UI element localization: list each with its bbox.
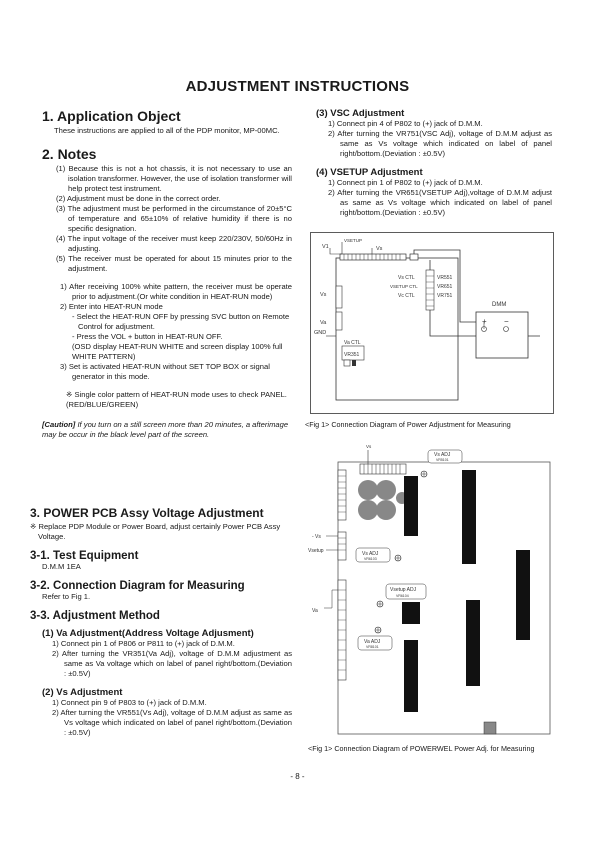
caution-text: If you turn on a still screen more than 20 minutes, a afterimage may be occur in the black level part of the screen. — [42, 420, 289, 439]
note-item-2: (2) Adjustment must be done in the correct order. — [56, 194, 221, 203]
label-dmm: DMM — [492, 302, 507, 308]
note-sub-1: 1) After receiving 100% white pattern, the receiver must be operate prior to adjustment.(Or white condition in HEAT-RUN mode) — [60, 282, 292, 301]
vsc-step-1: 1) Connect pin 4 of P802 to (+) jack of D.M.M. — [328, 119, 483, 128]
va-step-2: 2) After turning the VR351(Va Adj), voltage of D.M.M adjustment as same as Va voltage which on label of panel right/bottom.(Deviation : ±0.5V) — [52, 649, 292, 678]
figure-2-caption: <Fig 1> Connection Diagram of POWERWEL Power Adj. for Measuring — [308, 744, 535, 753]
va-adjustment-heading: (1) Va Adjustment(Address Voltage Adjusment) — [42, 628, 254, 639]
note-sub-2a: - Select the HEAT-RUN OFF by pressing SVC button on Remote Control for adjustment. — [72, 312, 290, 331]
label-vc-ctl: Vc CTL — [398, 293, 415, 299]
vsetup-step-2: 2) After turning the VR651(VSETUP Adj),voltage of D.M.M adjust as same as Vs voltage which indicated on label of panel right/bottom.(Deviation : ±0.5V) — [328, 188, 552, 217]
label-vs-top: Vs — [376, 246, 383, 252]
label-gnd: GND — [314, 330, 327, 336]
page-title: ADJUSTMENT INSTRUCTIONS — [185, 78, 410, 95]
label-fig2-vsetup-adj-vr: VR6104 — [396, 594, 409, 598]
section-3-3-heading: 3-3. Adjustment Method — [30, 610, 160, 622]
label-vr651: VR651 — [437, 284, 453, 290]
page-number: - 8 - — [290, 772, 305, 781]
note-item-5: (5) The receiver must be operated for about 15 minutes prior to the adjustment. — [56, 254, 292, 273]
figure-2-diagram — [306, 440, 554, 738]
label-va-ctl: Va CTL — [344, 340, 361, 346]
note-sub-2: 2) Enter into HEAT-RUN mode — [60, 302, 163, 311]
label-vr351: VR351 — [344, 352, 360, 358]
label-va-left: Va — [320, 320, 327, 326]
label-vsetup-top: VSETUP — [344, 238, 363, 243]
section-3-note: ※ Replace PDP Module or Power Board, adjust certainly Power PCB Assy Voltage. — [30, 522, 281, 541]
section-1-heading: 1. Application Object — [42, 108, 181, 124]
left-column-lower — [30, 506, 292, 738]
note-item-4: (4) The input voltage of the receiver must keep 220/230V, 50/60Hz in adjusting. — [56, 234, 292, 253]
label-fig2-vs-adj-vr: VR5101 — [436, 458, 449, 462]
label-fig2-va: Va — [312, 608, 318, 614]
section-3-1-heading: 3-1. Test Equipment — [30, 550, 139, 562]
label-dmm-plus: + — [482, 317, 487, 326]
note-color-pattern: ※ Single color pattern of HEAT-RUN mode uses to check PANEL.(RED/BLUE/GREEN) — [66, 390, 287, 409]
note-item-1: (1) Because this is not a hot chassis, it is not necessary to use an isolation transformer. However, the use of isolation transformer will help protect test instrument. — [56, 164, 292, 193]
label-fig2-vs-top: Vs — [366, 444, 372, 449]
label-fig2-va-adj: Va ADJ — [364, 639, 381, 645]
label-vsetup-ctl: VSETUP CTL — [390, 284, 418, 289]
figure-1-diagram — [310, 232, 554, 414]
label-fig2-vsetup-adj: Vsetup ADJ — [390, 587, 417, 593]
label-vr751: VR751 — [437, 293, 453, 299]
section-3-2-heading: 3-2. Connection Diagram for Measuring — [30, 580, 245, 592]
section-3-2-ref: Refer to Fig 1. — [42, 592, 91, 601]
note-sub-2b: - Press the VOL + button in HEAT-RUN OFF. — [72, 332, 223, 341]
label-fig2-vs-adj2-vr: VR6103 — [364, 557, 377, 561]
label-vr551: VR551 — [437, 275, 453, 281]
section-1-body: These instructions are applied to all of the PDP monitor, MP-00MC. — [54, 126, 280, 135]
left-column — [42, 108, 292, 440]
vsc-adjustment-heading: (3) VSC Adjustment — [316, 108, 405, 119]
label-fig2-vs-adj2: Vs ADJ — [362, 551, 379, 557]
va-step-1: 1) Connect pin 1 of P806 or P811 to (+) jack of D.M.M. — [52, 639, 235, 648]
label-v1: V1 — [322, 244, 329, 250]
figure-1-caption: <Fig 1> Connection Diagram of Power Adjustment for Measuring — [305, 420, 511, 429]
label-fig2-neg-vs: - Vs — [312, 534, 321, 540]
section-3-heading: 3. POWER PCB Assy Voltage Adjustment — [30, 506, 264, 520]
vs-adjustment-heading: (2) Vs Adjustment — [42, 687, 123, 698]
note-item-3: (3) The adjustment must be performed in the circumstance of 20±5°C of temperature and 65±10% of relative humidity if there is no specific designation. — [56, 204, 292, 233]
note-sub-3: 3) Set is activated HEAT-RUN without SET TOP BOX or signal generator in this mode. — [60, 362, 270, 381]
caution-label: [Caution] — [42, 420, 76, 429]
note-sub-2c: (OSD display HEAT-RUN WHITE and screen display 100% full WHITE PATTERN) — [72, 342, 283, 361]
vs-step-1: 1) Connect pin 9 of P803 to (+) jack of D.M.M. — [52, 698, 207, 707]
right-column — [316, 108, 552, 218]
label-fig2-vsetup: Vsetup — [308, 548, 324, 554]
vs-step-2: 2) After turning the VR551(Vs Adj), voltage of D.M.M adjust as same as Vs voltage which indicated on label of panel right/bottom.(Deviation : ±0.5V) — [52, 708, 292, 737]
vsetup-step-1: 1) Connect pin 1 of P802 to (+) jack of D.M.M. — [328, 178, 483, 187]
label-fig2-va-adj-vr: VR8101 — [366, 645, 379, 649]
label-dmm-minus: − — [504, 317, 509, 326]
vsetup-adjustment-heading: (4) VSETUP Adjustment — [316, 167, 423, 178]
label-vs-ctl: Vs CTL — [398, 275, 415, 281]
vsc-step-2: 2) After turning the VR751(VSC Adj), voltage of D.M.M adjust as same as Vs voltage which indicated on label of panel right/bottom.(Deviation : ±0.5V) — [328, 129, 552, 158]
caution-note — [42, 420, 292, 440]
section-2-heading: 2. Notes — [42, 146, 97, 162]
label-vs-left: Vs — [320, 292, 327, 298]
label-fig2-vs-adj: Vs ADJ — [434, 452, 451, 458]
test-equipment: D.M.M 1EA — [42, 562, 81, 571]
